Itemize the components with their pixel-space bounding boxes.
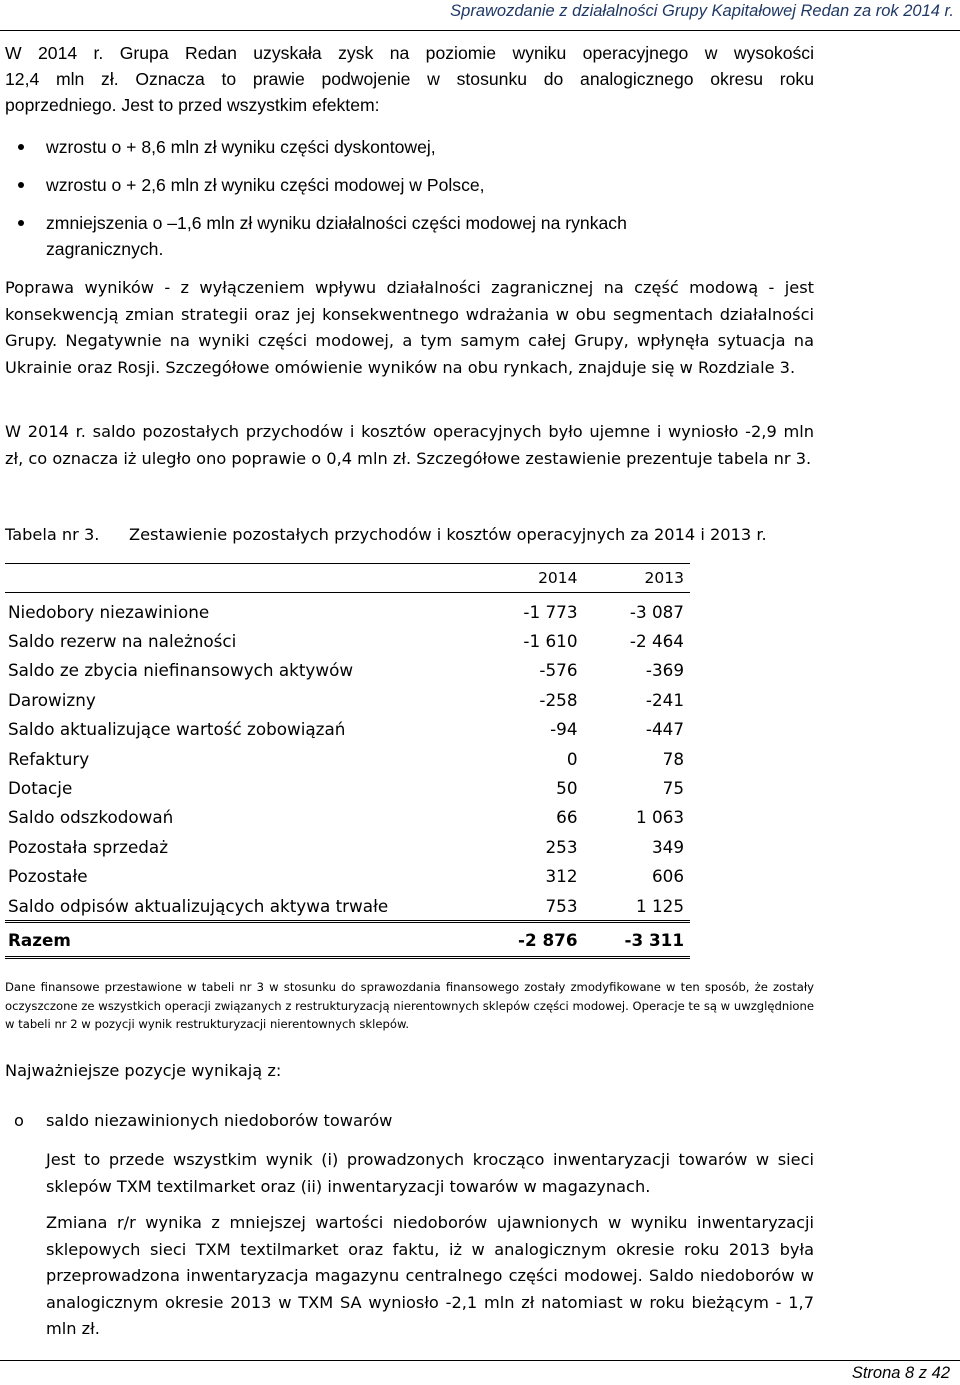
table-row xyxy=(5,891,690,922)
table-header-cell: 2014 xyxy=(477,564,583,593)
row-label: Saldo odszkodowań xyxy=(8,807,174,828)
row-label: Niedobory niezawinione xyxy=(8,601,210,622)
value-2014: -1 773 xyxy=(523,601,578,622)
value-2014: 312 xyxy=(545,866,578,887)
table-caption xyxy=(5,522,767,549)
table-row xyxy=(5,593,690,627)
value-2013: 1 125 xyxy=(635,895,684,916)
value-2013: -369 xyxy=(645,660,684,681)
table-row xyxy=(5,773,690,802)
table-header-cell xyxy=(5,564,477,593)
page-number: Strona 8 z 42 xyxy=(851,1364,950,1382)
value-2014: -258 xyxy=(539,689,578,710)
row-label: Darowizny xyxy=(8,689,96,710)
bullet-icon xyxy=(18,220,24,226)
total-2013: -3 311 xyxy=(584,922,690,958)
table-row xyxy=(5,803,690,832)
row-label: Saldo rezerw na należności xyxy=(8,631,237,652)
bullet-text: wzrostu o + 2,6 mln zł wyniku części modowej w Polsce, xyxy=(46,175,485,195)
key-item-title: saldo niezawinionych niedoborów towarów xyxy=(46,1111,393,1130)
table-row xyxy=(5,626,690,655)
value-2013: -241 xyxy=(645,689,684,710)
value-2013: 606 xyxy=(651,866,684,887)
value-2014: 253 xyxy=(545,836,578,857)
table-caption-title: Zestawienie pozostałych przychodów i kosztów operacyjnych za 2014 i 2013 r. xyxy=(129,525,767,544)
value-2013: -2 464 xyxy=(629,631,684,652)
row-label: Pozostałe xyxy=(8,866,88,887)
bullet-text: wzrostu o + 8,6 mln zł wyniku części dyskontowej, xyxy=(46,137,436,157)
row-label: Pozostała sprzedaż xyxy=(8,836,169,857)
total-2014: -2 876 xyxy=(477,922,583,958)
value-2014: -94 xyxy=(550,719,578,740)
intro-line-3: poprzedniego. Jest to przed wszystkim efektem: xyxy=(5,95,380,115)
value-2014: 50 xyxy=(556,778,578,799)
results-paragraph: Poprawa wyników - z wyłączeniem wpływu działalności zagranicznej na część modową - jest konsekwencją zmian strategii oraz jej konsekwentnego wdrażania w obu segmentach działalności Grupy. Negatywnie na wyniki części modowej, a tym samym całej Grupy, wpłynęła sytuacja na Ukrainie oraz Rosji. Szczegółowe omówienie wyników na obu rynkach, znajduje się w Rozdziale 3. xyxy=(5,278,814,377)
table-header-row xyxy=(5,564,690,593)
intro-line-2: 12,4 mln zł. Oznacza to prawie podwojenie w stosunku do analogicznego okresu roku xyxy=(5,69,814,89)
value-2013: 1 063 xyxy=(635,807,684,828)
value-2013: 75 xyxy=(662,778,684,799)
table-row xyxy=(5,685,690,714)
table-row xyxy=(5,744,690,773)
value-2014: 753 xyxy=(545,895,578,916)
value-2013: -3 087 xyxy=(629,601,684,622)
key-item-paragraph-1: Jest to przede wszystkim wynik (i) prowadzonych krocząco inwentaryzacji towarów w sieci sklepów TXM textilmarket oraz (ii) inwentaryzacji towarów w magazynach. xyxy=(46,1150,814,1196)
bullet-icon xyxy=(18,144,24,150)
circle-bullet-icon: o xyxy=(14,1111,24,1130)
row-label: Saldo odpisów aktualizujących aktywa trwałe xyxy=(8,895,389,916)
row-label: Saldo ze zbycia niefinansowych aktywów xyxy=(8,660,354,681)
page-header-title: Sprawozdanie z działalności Grupy Kapitałowej Redan za rok 2014 r. xyxy=(450,2,954,20)
table-row xyxy=(5,862,690,891)
intro-line-1: W 2014 r. Grupa Redan uzyskała zysk na poziomie wyniku operacyjnego w wysokości xyxy=(5,43,814,63)
value-2013: 78 xyxy=(662,748,684,769)
table-row xyxy=(5,715,690,744)
value-2014: 66 xyxy=(556,807,578,828)
table-caption-number: Tabela nr 3. xyxy=(5,525,100,544)
row-label: Refaktury xyxy=(8,748,90,769)
row-label: Saldo aktualizujące wartość zobowiązań xyxy=(8,719,346,740)
total-label: Razem xyxy=(5,922,477,958)
row-label: Dotacje xyxy=(8,778,73,799)
key-items-heading: Najważniejsze pozycje wynikają z: xyxy=(5,1061,282,1080)
key-item-paragraph-2: Zmiana r/r wynika z mniejszej wartości niedoborów ujawnionych w wyniku inwentaryzacji sklepowych sieci TXM textilmarket oraz faktu, iż w analogicznym okresie roku 2013 była przeprowadzona inwentaryzacja magazynu centralnego części modowej. Saldo niedoborów w analogicznym okresie 2013 w TXM SA wyniosło -2,1 mln zł natomiast w roku bieżącym - 1,7 mln zł. xyxy=(46,1213,814,1338)
table-footnote: Dane finansowe przestawione w tabeli nr 3 w stosunku do sprawozdania finansowego zostały zmodyfikowane w ten sposób, że zostały oczyszczone ze wszystkich operacji związanych z restrukturyzacją nierentownych sklepów części modowej. Operacje te są w uwzględnione w tabeli nr 2 w pozycji wynik restrukturyzacji nierentownych sklepów. xyxy=(5,980,814,1031)
value-2014: -1 610 xyxy=(523,631,578,652)
table-row xyxy=(5,832,690,861)
table-total-row xyxy=(5,922,690,958)
value-2013: 349 xyxy=(651,836,684,857)
value-2014: -576 xyxy=(539,660,578,681)
value-2014: 0 xyxy=(566,748,578,769)
bullet-icon xyxy=(18,182,24,188)
operating-items-table xyxy=(5,563,690,959)
table-header-cell: 2013 xyxy=(584,564,690,593)
other-operating-paragraph: W 2014 r. saldo pozostałych przychodów i kosztów operacyjnych było ujemne i wyniosło -2,9 mln zł, co oznacza iż uległo ono poprawie o 0,4 mln zł. Szczegółowe zestawienie prezentuje tabela nr 3. xyxy=(5,422,814,468)
table-row xyxy=(5,656,690,685)
footer-divider xyxy=(0,1360,960,1361)
value-2013: -447 xyxy=(645,719,684,740)
header-divider xyxy=(0,30,960,31)
bullet-text: zmniejszenia o –1,6 mln zł wyniku działalności części modowej na rynkach zagranicznych. xyxy=(46,213,627,259)
